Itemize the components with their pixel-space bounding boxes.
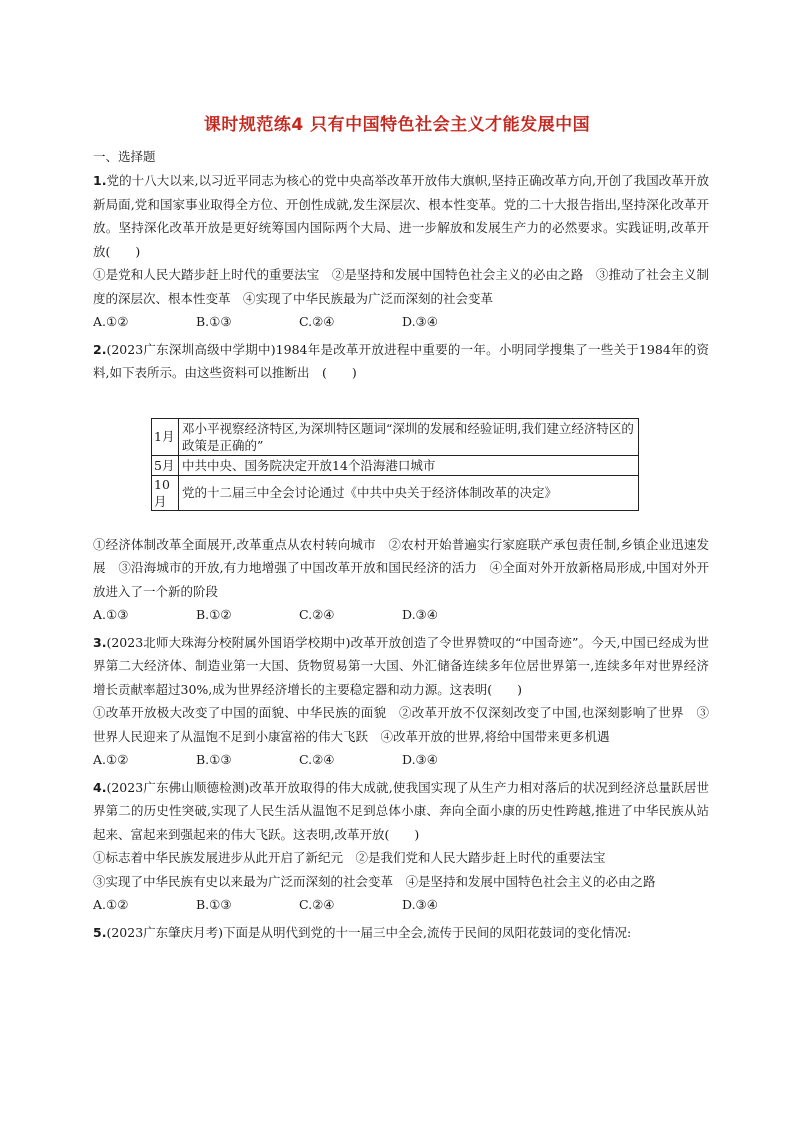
option-a[interactable]: A.①②: [93, 314, 129, 329]
question-statements: ①改革开放极大改变了中国的面貌、中华民族的面貌 ②改革开放不仅深刻改变了中国,也深刻影响了世界 ③世界人民迎来了从温饱不足到小康富裕的伟大飞跃 ④改革开放的世界,将给中国带来更多机遇: [93, 705, 709, 744]
question-text: (2023广东深圳高级中学期中)1984年是改革开放进程中重要的一年。小明同学搜集了一些关于1984年的资料,如下表所示。由这些资料可以推断出 ( ): [93, 341, 709, 380]
question-2: [93, 338, 709, 627]
table-cell-month: 5月: [152, 455, 179, 475]
option-d[interactable]: D.③④: [402, 607, 438, 622]
option-d[interactable]: D.③④: [402, 897, 438, 912]
table-cell-event: 中共中央、国务院决定开放14个沿海港口城市: [179, 455, 639, 475]
question-stem: [93, 776, 709, 847]
option-c[interactable]: C.②④: [299, 897, 335, 912]
question-stem: [93, 169, 709, 263]
option-b[interactable]: B.①③: [196, 752, 232, 767]
question-text: (2023广东佛山顺德检测)改革开放取得的伟大成就,使我国实现了从生产力相对落后的状况到经济总量跃居世界第二的历史性突破,实现了人民生活从温饱不足到总体小康、奔向全面小康的历史性跨越,推进了中华民族从站起来、富起来到强起来的伟大飞跃。这表明,改革开放( ): [93, 779, 709, 842]
question-text: (2023北师大珠海分校附属外国语学校期中)改革开放创造了令世界赞叹的“中国奇迹”。今天,中国已经成为世界第二大经济体、制造业第一大国、货物贸易第一大国、外汇储备连续多年位居世界第一,连续多年对世界经济增长贡献率超过30%,成为世界经济增长的主要稳定器和动力源。这表明( ): [93, 634, 709, 697]
answer-options: [93, 748, 709, 772]
option-a[interactable]: A.①③: [93, 607, 129, 622]
answer-options: [93, 893, 709, 917]
option-b[interactable]: B.①②: [196, 607, 232, 622]
option-c[interactable]: C.②④: [299, 314, 335, 329]
section-heading: 一、选择题: [93, 149, 156, 164]
table-cell-event: 党的十二届三中全会讨论通过《中共中央关于经济体制改革的决定》: [179, 475, 639, 510]
question-text: 党的十八大以来,以习近平同志为核心的党中央高举改革开放伟大旗帜,坚持正确改革方向,开创了我国改革开放新局面,党和国家事业取得全方位、开创性成就,发生深层次、根本性变革。党的二十大报告指出,坚持深化改革开放。坚持深化改革开放是更好统筹国内国际两个大局、进一步解放和发展生产力的必然要求。实践证明,改革开放( ): [93, 173, 709, 259]
question-statements: ①标志着中华民族发展进步从此开启了新纪元 ②是我们党和人民大踏步赶上时代的重要法宝: [93, 850, 606, 865]
question-number: 3.: [93, 634, 107, 650]
option-a[interactable]: A.①②: [93, 897, 129, 912]
question-text: (2023广东肇庆月考)下面是从明代到党的十一届三中全会,流传于民间的凤阳花鼓词的变化情况:: [106, 924, 632, 940]
option-c[interactable]: C.②④: [299, 752, 335, 767]
table-cell-event: 邓小平视察经济特区,为深圳特区题词“深圳的发展和经验证明,我们建立经济特区的政策是正确的”: [179, 418, 639, 455]
question-statements: ①经济体制改革全面展开,改革重点从农村转向城市 ②农村开始普遍实行家庭联产承包责任制,乡镇企业迅速发展 ③沿海城市的开放,有力地增强了中国改革开放和国民经济的活力 ④全面对外开放新格局形成,中国对外开放进入了一个新的阶段: [93, 536, 709, 599]
data-table: [151, 418, 639, 511]
question-1: [93, 169, 709, 334]
table-row: [152, 475, 639, 510]
question-number: 2.: [93, 341, 107, 357]
option-b[interactable]: B.①③: [196, 314, 232, 329]
question-stem: [93, 921, 709, 945]
question-statements: ①是党和人民大踏步赶上时代的重要法宝 ②是坚持和发展中国特色社会主义的必由之路 ③推动了社会主义制度的深层次、根本性变革 ④实现了中华民族最为广泛而深刻的社会变革: [93, 267, 709, 306]
question-number: 4.: [93, 779, 107, 795]
option-b[interactable]: B.①③: [196, 897, 232, 912]
table-row: [152, 418, 639, 455]
exercise-content: [93, 148, 709, 944]
table-cell-month: 1月: [152, 418, 179, 455]
question-number: 1.: [93, 173, 107, 188]
option-c[interactable]: C.②④: [299, 607, 335, 622]
answer-options: [93, 603, 709, 627]
question-4: [93, 776, 709, 917]
page-title: 课时规范练4 只有中国特色社会主义才能发展中国: [203, 115, 591, 135]
question-5: [93, 921, 709, 945]
table-cell-month: 10月: [152, 475, 179, 510]
question-3: [93, 631, 709, 772]
table-row: [152, 455, 639, 475]
question-statements: ③实现了中华民族有史以来最为广泛而深刻的社会变革 ④是坚持和发展中国特色社会主义的必由之路: [93, 873, 656, 889]
option-a[interactable]: A.①②: [93, 752, 129, 767]
option-d[interactable]: D.③④: [402, 314, 438, 329]
answer-options: [93, 310, 709, 334]
question-stem: [93, 631, 709, 702]
question-number: 5.: [93, 924, 107, 940]
question-stem: [93, 338, 709, 385]
option-d[interactable]: D.③④: [402, 752, 438, 767]
